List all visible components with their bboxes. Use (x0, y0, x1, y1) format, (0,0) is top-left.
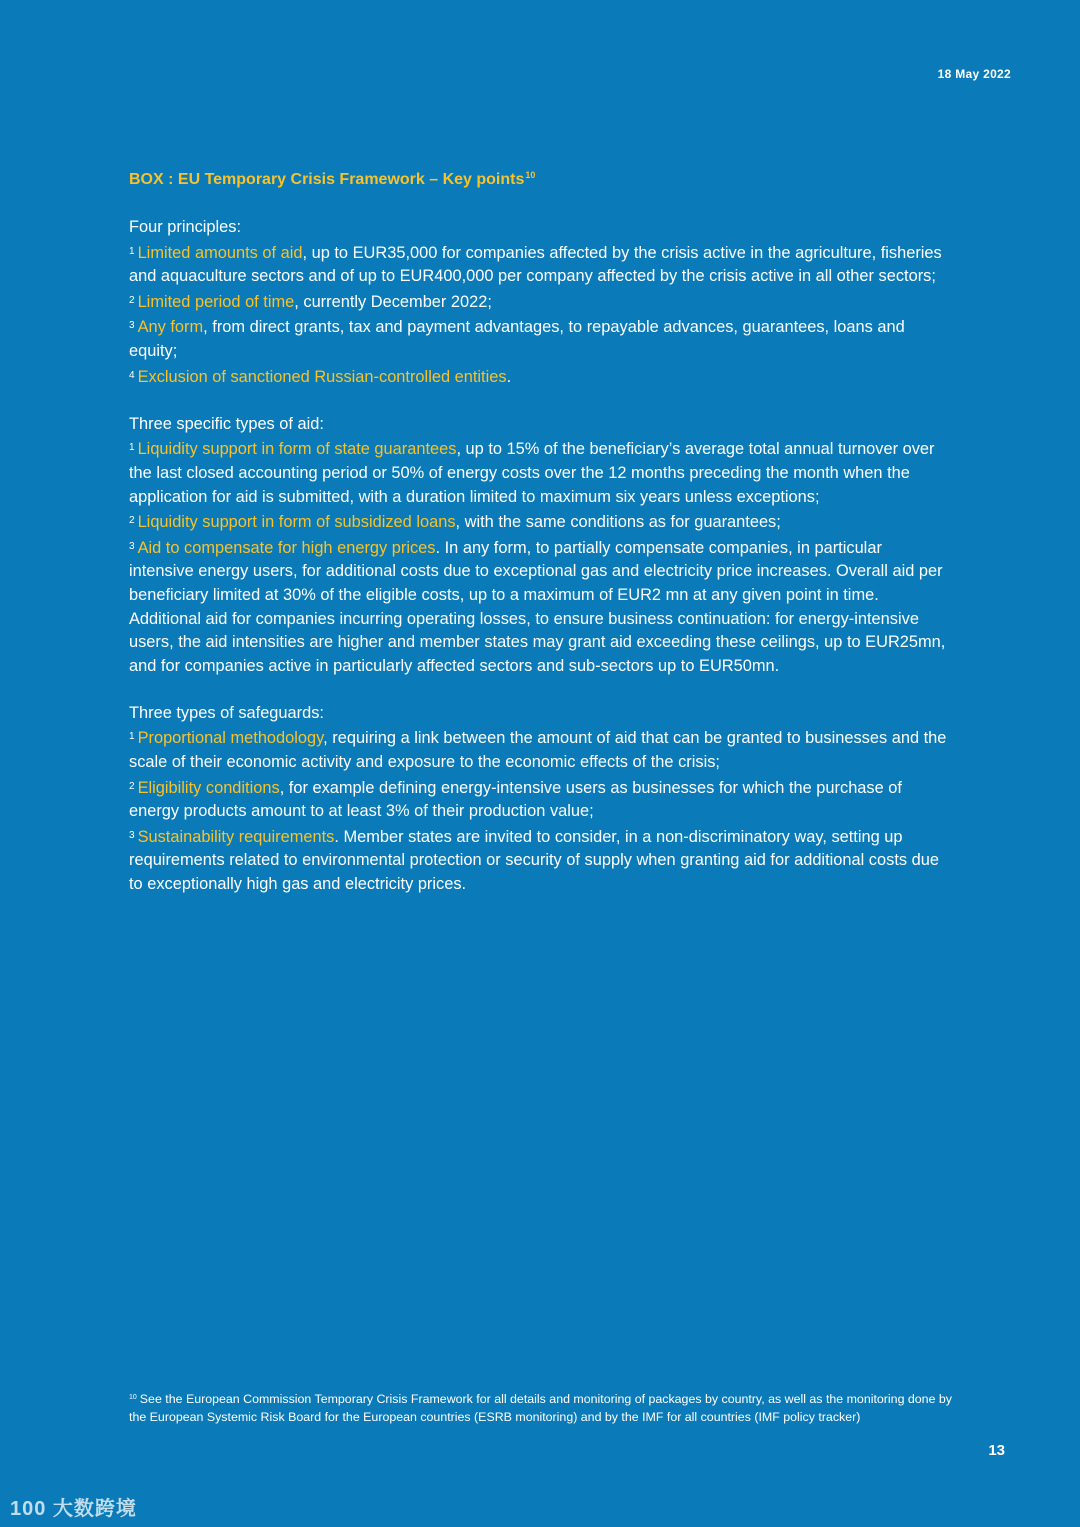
item-number: 2 (129, 294, 135, 306)
item-number: 1 (129, 731, 135, 743)
item-number: 3 (129, 540, 135, 552)
item-highlight: Eligibility conditions (137, 778, 280, 797)
item-highlight: Aid to compensate for high energy prices (137, 538, 436, 557)
section-principles (129, 216, 949, 389)
section-heading: Three specific types of aid: (129, 414, 324, 433)
item-highlight: Limited amounts of aid (137, 243, 303, 262)
item-highlight: Liquidity support in form of state guarantees (137, 440, 457, 459)
item-text: , with the same conditions as for guarantees; (455, 513, 781, 532)
section-heading: Three types of safeguards: (129, 703, 324, 722)
item-text: , from direct grants, tax and payment advantages, to repayable advances, guarantees, loans and equity; (129, 318, 905, 360)
item-number: 2 (129, 515, 135, 527)
item-highlight: Exclusion of sanctioned Russian-controlled entities (137, 367, 507, 386)
list-item (129, 824, 949, 897)
item-highlight: Sustainability requirements (137, 827, 335, 846)
section-heading: Four principles: (129, 218, 242, 236)
list-item (129, 509, 949, 535)
page-number: 13 (988, 1442, 1005, 1459)
footnote-text: See the European Commission Temporary Crisis Framework for all details and monitoring of packages by country, as well as the monitoring done by the European Systemic Risk Board for the European countries (ESRB monitoring) and by the IMF for all countries (IMF policy tracker) (129, 1392, 952, 1424)
footnote-number: 10 (129, 1394, 137, 1401)
item-text: , up to EUR35,000 for companies affected by the crisis active in the agriculture, fisheries and aquaculture sectors and of up to EUR400,000 per company affected by the crisis active in all other sectors; (129, 243, 942, 286)
item-text: , up to 15% of the beneficiary’s average total annual turnover over the last closed accounting period or 50% of energy costs over the 12 months preceding the month when the application for aid is submitted, with a duration limited to maximum six years unless exceptions; (129, 440, 935, 506)
section-types-of-aid (129, 413, 949, 679)
item-number: 1 (129, 245, 135, 257)
item-highlight: Proportional methodology (137, 729, 324, 748)
item-number: 1 (129, 442, 135, 454)
list-item (129, 289, 949, 315)
list-item (129, 436, 949, 509)
section-safeguards (129, 702, 949, 897)
list-item (129, 364, 949, 390)
box-title-text: BOX : EU Temporary Crisis Framework – Key points (129, 171, 525, 188)
list-item (129, 535, 949, 679)
box-content (129, 216, 949, 920)
box-title (129, 170, 535, 189)
watermark-logo: 100 大数跨境 (10, 1498, 137, 1520)
item-number: 3 (129, 829, 135, 841)
item-text: , currently December 2022; (294, 292, 492, 311)
list-item (129, 775, 949, 824)
item-highlight: Limited period of time (137, 292, 295, 311)
item-text: , requiring a link between the amount of aid that can be granted to businesses and the scale of their economic activity and exposure to the economic effects of the crisis; (129, 729, 947, 772)
item-highlight: Any form (137, 318, 204, 337)
item-highlight: Liquidity support in form of subsidized loans (137, 513, 456, 532)
item-number: 3 (129, 320, 135, 332)
list-item (129, 314, 949, 363)
item-text: . Member states are invited to consider, in a non-discriminatory way, setting up requirements related to environmental protection or security of supply when granting aid for additional costs due to exceptionally high gas and electricity prices. (129, 827, 939, 894)
report-date: 18 May 2022 (937, 67, 1011, 81)
footnote-ref: 10 (525, 170, 536, 180)
item-number: 4 (129, 369, 135, 381)
list-item (129, 240, 949, 289)
item-text: , for example defining energy-intensive users as businesses for which the purchase of energy products amount to at least 3% of their production value; (129, 778, 902, 821)
item-text: . (506, 367, 512, 386)
list-item (129, 725, 949, 774)
item-number: 2 (129, 780, 135, 792)
footnote (129, 1389, 959, 1426)
item-text: . In any form, to partially compensate companies, in particular intensive energy users, for additional costs due to exceptional gas and electricity price increases. Overall aid per beneficiary limited at 30% of the eligible costs, up to a maximum of EUR2 mn at any given point in time. Additional aid for companies incurring operating losses, to ensure business continuation: for energy-intensive users, the aid intensities are higher and member states may grant aid exceeding these ceilings, up to EUR25mn, and for companies active in particularly affected sectors and sub-sectors up to EUR50mn. (129, 538, 946, 675)
